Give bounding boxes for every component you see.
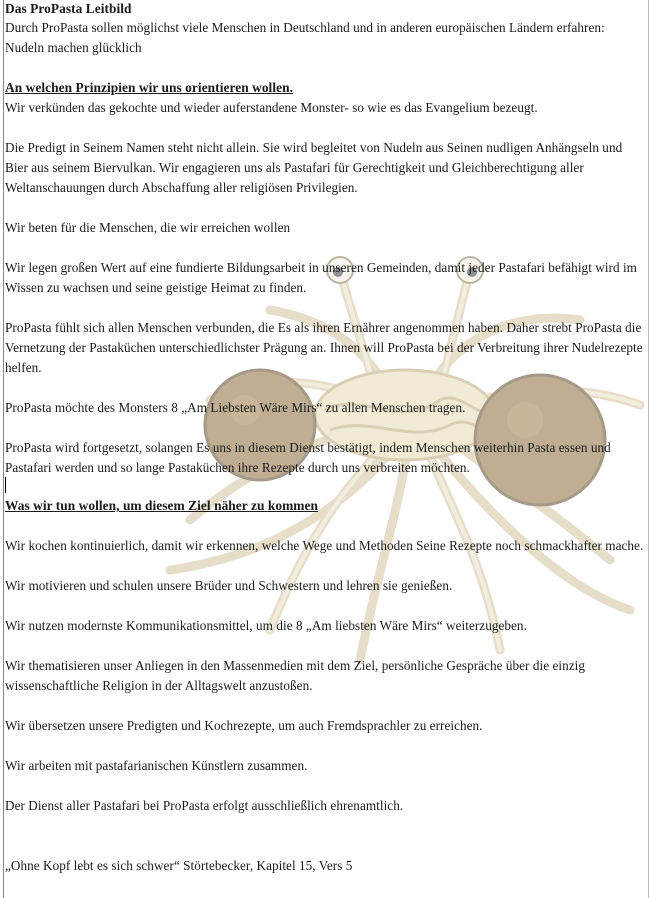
document-title: Das ProPasta Leitbild	[5, 1, 132, 16]
text-cursor	[5, 477, 6, 493]
actions-paragraph-2: Wir motivieren und schulen unsere Brüder und Schwestern und lehren sie genießen.	[5, 578, 453, 593]
principles-paragraph-4: Wir legen großen Wert auf eine fundierte Bildungsarbeit in unseren Gemeinden, damit jeder Pastafari befähigt wird im Wissen zu wachsen und seine geistige Heimat zu finden.	[5, 260, 637, 295]
principles-paragraph-5: ProPasta fühlt sich allen Menschen verbunden, die Es als ihren Ernährer angenommen haben. Daher strebt ProPasta die Vernetzung der Pastaküchen unterschiedlichster Prägung an. Ihnen will ProPasta bei der Verbreitung ihrer Nudelrezepte helfen.	[5, 320, 643, 375]
principles-paragraph-7: ProPasta wird fortgesetzt, solangen Es uns in diesem Dienst bestätigt, indem Menschen weiterhin Pasta essen und Pastafari werden und so lange Pastaküchen ihre Rezepte durch uns verbreiten möchten.	[5, 440, 611, 475]
principles-paragraph-6: ProPasta möchte des Monsters 8 „Am Liebsten Wäre Mirs“ zu allen Menschen tragen.	[5, 400, 466, 415]
principles-paragraph-3: Wir beten für die Menschen, die wir erreichen wollen	[5, 220, 291, 235]
principles-paragraph-1: Wir verkünden das gekochte und wieder auferstandene Monster- so wie es das Evangelium bezeugt.	[5, 100, 538, 115]
heading-principles: An welchen Prinzipien wir uns orientieren wollen.	[5, 80, 293, 95]
closing-quote: „Ohne Kopf lebt es sich schwer“ Störtebecker, Kapitel 15, Vers 5	[5, 858, 353, 873]
actions-paragraph-5: Wir übersetzen unsere Predigten und Kochrezepte, um auch Fremdsprachler zu erreichen.	[5, 718, 483, 733]
actions-paragraph-6: Wir arbeiten mit pastafarianischen Künstlern zusammen.	[5, 758, 308, 773]
document-content	[5, 0, 645, 876]
actions-paragraph-4: Wir thematisieren unser Anliegen in den Massenmedien mit dem Ziel, persönliche Gespräche über die einzig wissenschaftliche Religion in der Alltagswelt anzustoßen.	[5, 658, 585, 693]
intro-paragraph: Durch ProPasta sollen möglichst viele Menschen in Deutschland und in anderen europäischen Ländern erfahren: Nudeln machen glücklich	[5, 20, 605, 55]
principles-paragraph-2: Die Predigt in Seinem Namen steht nicht allein. Sie wird begleitet von Nudeln aus Seinen nudligen Anhängseln und Bier aus seinem Biervulkan. Wir engagieren uns als Pastafari für Gerechtigkeit und Gleichberechtigung aller Weltanschauungen durch Abschaffung aller religiösen Privilegien.	[5, 140, 623, 195]
actions-paragraph-3: Wir nutzen modernste Kommunikationsmittel, um die 8 „Am liebsten Wäre Mirs“ weiterzugeben.	[5, 618, 527, 633]
heading-actions: Was wir tun wollen, um diesem Ziel näher zu kommen	[5, 498, 318, 513]
actions-paragraph-7: Der Dienst aller Pastafari bei ProPasta erfolgt ausschließlich ehrenamtlich.	[5, 798, 404, 813]
page-left-edge	[3, 0, 4, 898]
actions-paragraph-1: Wir kochen kontinuierlich, damit wir erkennen, welche Wege und Methoden Seine Rezepte noch schmackhafter mache.	[5, 538, 644, 553]
